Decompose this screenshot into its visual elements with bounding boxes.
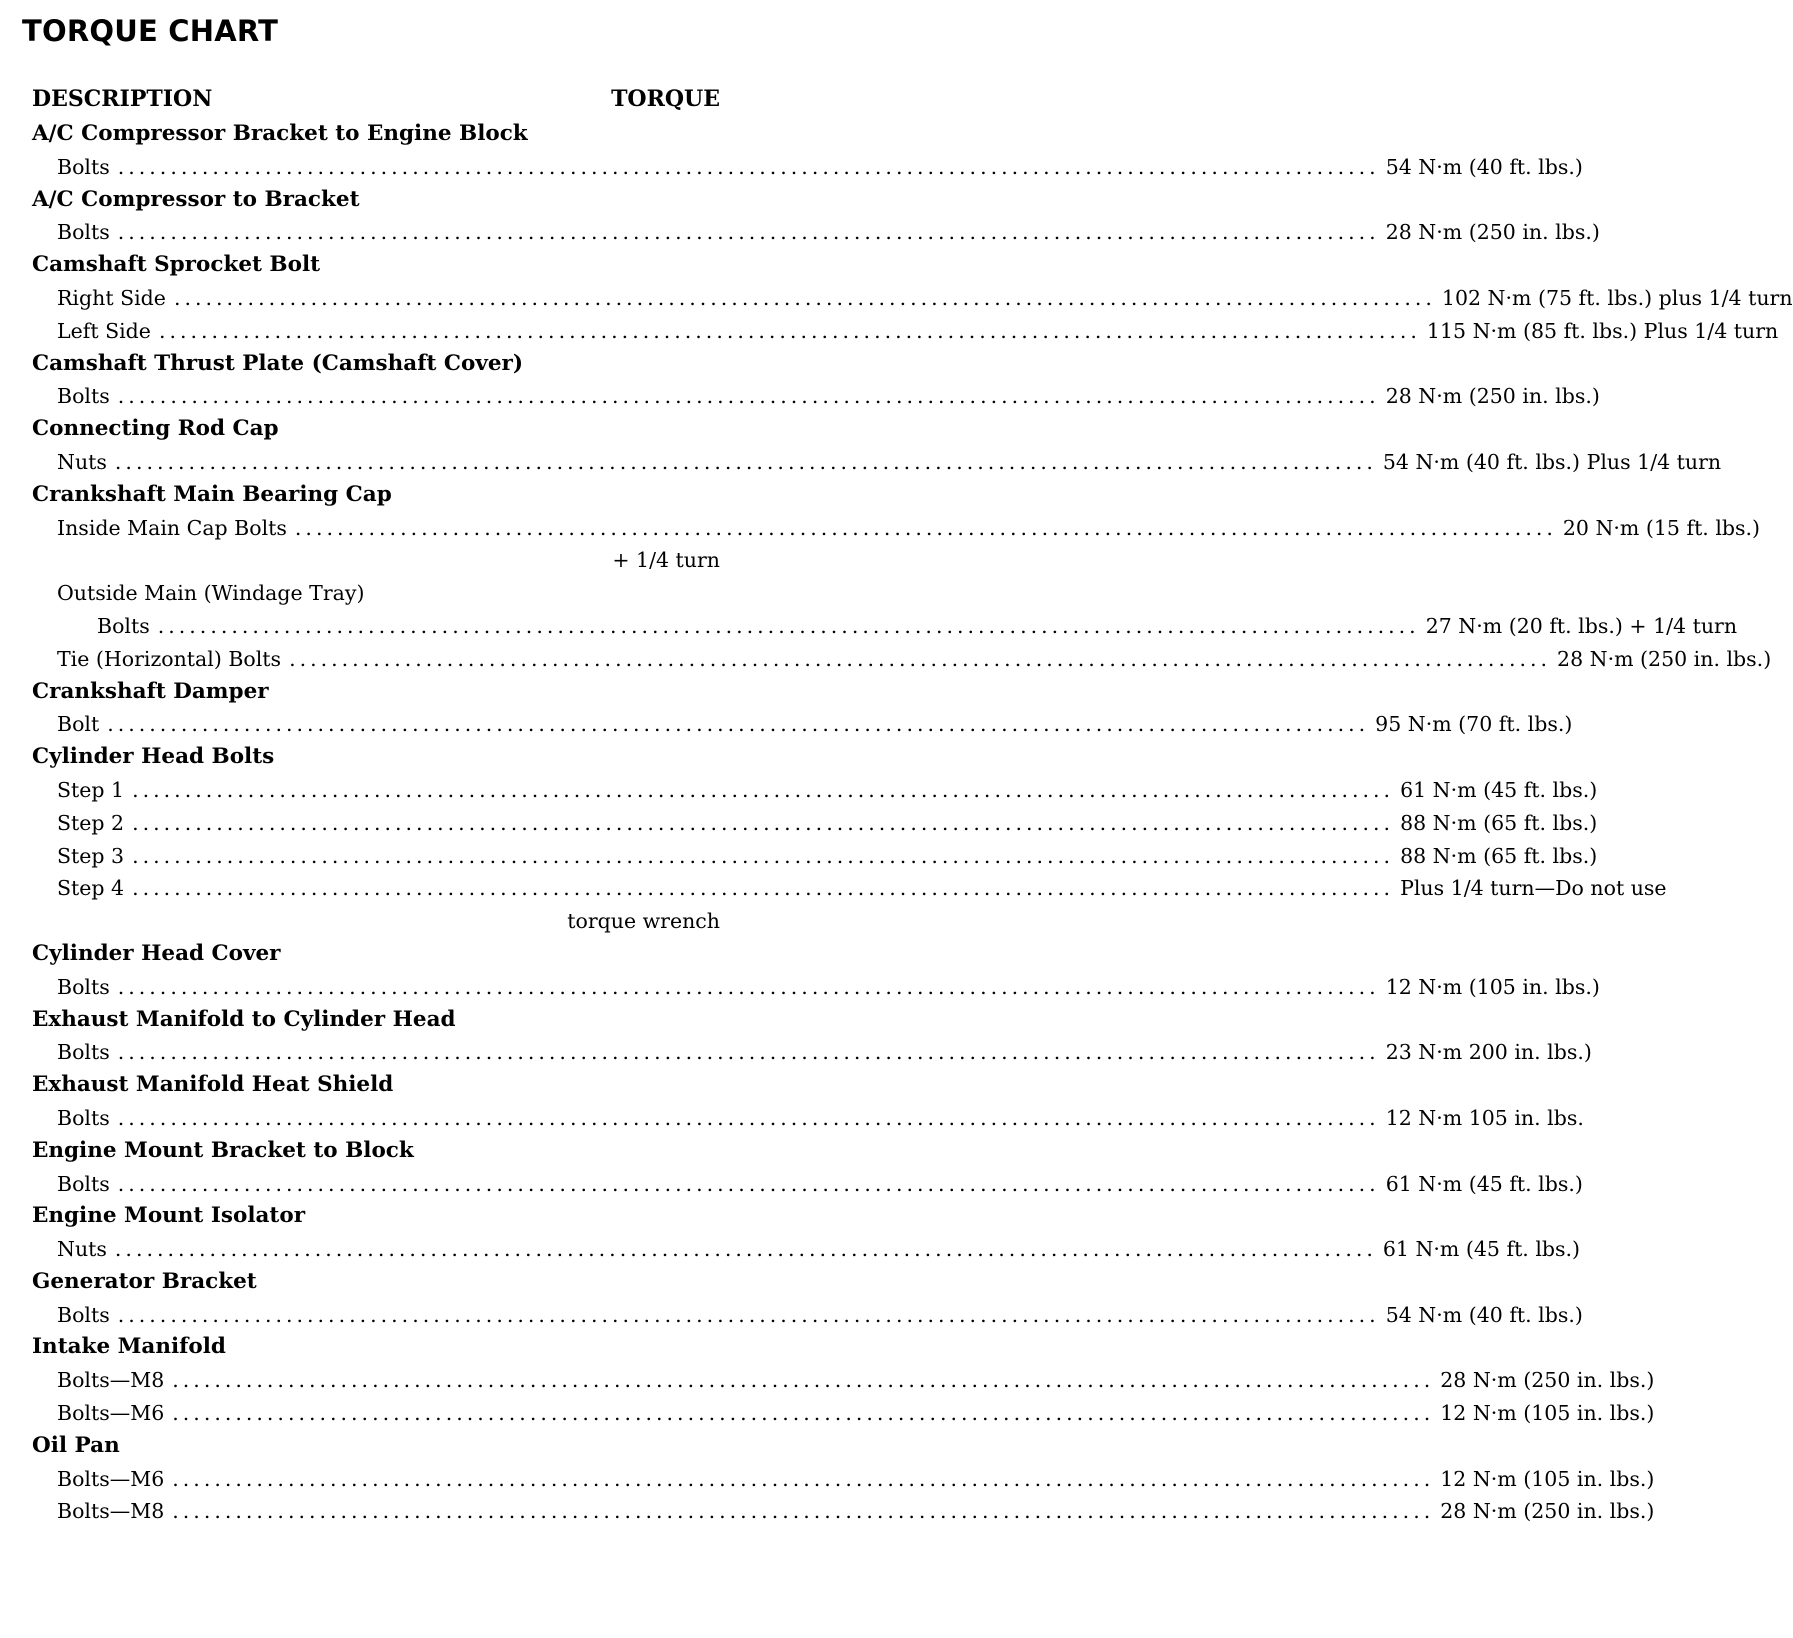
spec-label: Bolts—M6 xyxy=(57,1466,165,1491)
spec-label: Bolts xyxy=(57,974,110,999)
spec-row xyxy=(32,446,1722,479)
dot-leader: ........................................................................................................................ xyxy=(132,777,1395,802)
torque-spec-list xyxy=(32,118,1793,1528)
torque-column-header: TORQUE xyxy=(611,86,720,112)
dot-leader: ........................................................................................................................ xyxy=(132,810,1395,835)
spec-torque-value: 12 N·m (105 in. lbs.) xyxy=(1440,1466,1655,1491)
spec-label: Bolts xyxy=(57,1171,110,1196)
spec-row xyxy=(32,708,1573,741)
spec-label: Right Side xyxy=(57,285,166,310)
spec-label: Bolts xyxy=(57,384,110,409)
spec-row xyxy=(32,1233,1581,1266)
spec-row xyxy=(32,380,1600,413)
spec-label: Step 2 xyxy=(57,810,125,835)
spec-torque-value: 28 N·m (250 in. lbs.) xyxy=(1385,220,1600,245)
spec-row xyxy=(32,774,1598,807)
spec-torque-value: 88 N·m (65 ft. lbs.) xyxy=(1400,843,1598,868)
spec-row xyxy=(32,1364,1655,1397)
spec-torque-value: 61 N·m (45 ft. lbs.) xyxy=(1382,1237,1581,1262)
spec-group-heading: Camshaft Sprocket Bolt xyxy=(32,252,321,278)
spec-torque-value: 27 N·m (20 ft. lbs.) + 1/4 turn xyxy=(1425,613,1738,638)
dot-leader: ........................................................................................................................ xyxy=(117,384,1380,409)
dot-leader: ........................................................................................................................ xyxy=(117,1302,1380,1327)
spec-group-heading: A/C Compressor to Bracket xyxy=(32,186,360,212)
dot-leader: ........................................................................................................................ xyxy=(117,974,1380,999)
spec-torque-value: 61 N·m (45 ft. lbs.) xyxy=(1385,1171,1583,1196)
spec-label: Left Side xyxy=(57,318,151,343)
spec-row xyxy=(32,840,1598,873)
spec-label: Bolts xyxy=(57,154,110,179)
spec-label: Nuts xyxy=(57,449,107,474)
spec-group-heading: Exhaust Manifold Heat Shield xyxy=(32,1072,394,1098)
spec-label: Bolts xyxy=(57,1302,110,1327)
spec-group-heading: Connecting Rod Cap xyxy=(32,416,279,442)
spec-torque-value: 23 N·m 200 in. lbs.) xyxy=(1385,1040,1592,1065)
spec-row xyxy=(32,1102,1584,1135)
spec-torque-value: 28 N·m (250 in. lbs.) xyxy=(1440,1368,1655,1393)
spec-label: Bolts xyxy=(97,613,150,638)
spec-row xyxy=(32,216,1600,249)
spec-group-heading: Crankshaft Main Bearing Cap xyxy=(32,481,392,507)
spec-torque-value: 28 N·m (250 in. lbs.) xyxy=(1385,384,1600,409)
spec-group-heading: A/C Compressor Bracket to Engine Block xyxy=(32,121,528,146)
spec-label: Bolts—M6 xyxy=(57,1401,165,1426)
page-title: TORQUE CHART xyxy=(22,14,279,48)
dot-leader: ........................................................................................................................ xyxy=(117,220,1380,245)
dot-leader: ........................................................................................................................ xyxy=(172,1466,1435,1491)
spec-row xyxy=(32,807,1598,840)
spec-torque-value: 28 N·m (250 in. lbs.) xyxy=(1557,646,1772,671)
spec-row xyxy=(32,643,1772,676)
dot-leader: ........................................................................................................................ xyxy=(289,646,1552,671)
spec-row xyxy=(32,1168,1583,1201)
dot-leader: ........................................................................................................................ xyxy=(294,515,1557,540)
dot-leader: ........................................................................................................................ xyxy=(117,1040,1380,1065)
description-column-header: DESCRIPTION xyxy=(32,86,213,112)
spec-row xyxy=(32,315,1779,348)
spec-group-heading: Cylinder Head Cover xyxy=(32,940,281,966)
spec-group-heading: Intake Manifold xyxy=(32,1334,226,1360)
spec-label: Nuts xyxy=(57,1237,107,1262)
spec-label: Bolts xyxy=(57,1040,110,1065)
spec-group-heading: Engine Mount Isolator xyxy=(32,1203,306,1229)
spec-row xyxy=(32,282,1793,315)
spec-label: Bolt xyxy=(57,712,100,737)
dot-leader: ........................................................................................................................ xyxy=(117,154,1380,179)
dot-leader: ........................................................................................................................ xyxy=(172,1499,1435,1524)
spec-row xyxy=(32,1036,1592,1069)
dot-leader: ........................................................................................................................ xyxy=(173,285,1436,310)
spec-row xyxy=(32,512,1761,545)
spec-torque-value: 102 N·m (75 ft. lbs.) plus 1/4 turn xyxy=(1441,285,1793,310)
spec-torque-value: 54 N·m (40 ft. lbs.) xyxy=(1385,1302,1583,1327)
spec-label: Step 3 xyxy=(57,843,125,868)
spec-torque-value: Plus 1/4 turn—Do not use xyxy=(1400,876,1667,901)
spec-torque-value: 12 N·m (105 in. lbs.) xyxy=(1385,974,1600,999)
dot-leader: ........................................................................................................................ xyxy=(158,318,1421,343)
spec-label: Step 1 xyxy=(57,777,125,802)
spec-group-heading: Camshaft Thrust Plate (Camshaft Cover) xyxy=(32,350,524,376)
dot-leader: ........................................................................................................................ xyxy=(157,613,1420,638)
spec-group-heading: Engine Mount Bracket to Block xyxy=(32,1137,414,1163)
dot-leader: ........................................................................................................................ xyxy=(114,1237,1377,1262)
spec-label: Bolts—M8 xyxy=(57,1368,165,1393)
spec-torque-value: 95 N·m (70 ft. lbs.) xyxy=(1375,712,1573,737)
dot-leader: ........................................................................................................................ xyxy=(107,712,1370,737)
spec-row xyxy=(32,872,1667,905)
spec-row xyxy=(32,1463,1655,1496)
dot-leader: ........................................................................................................................ xyxy=(172,1401,1435,1426)
spec-label: Bolts—M8 xyxy=(57,1499,165,1524)
dot-leader: ........................................................................................................................ xyxy=(132,876,1395,901)
column-header-row xyxy=(32,86,720,116)
spec-label: Step 4 xyxy=(57,876,125,901)
spec-torque-value: 88 N·m (65 ft. lbs.) xyxy=(1400,810,1598,835)
spec-torque-value: 12 N·m (105 in. lbs.) xyxy=(1440,1401,1655,1426)
spec-sublabel: Outside Main (Windage Tray) xyxy=(57,581,365,606)
spec-row xyxy=(32,1397,1655,1430)
spec-value-continuation: torque wrench xyxy=(567,909,720,934)
spec-group-heading: Cylinder Head Bolts xyxy=(32,744,275,770)
spec-torque-value: 54 N·m (40 ft. lbs.) Plus 1/4 turn xyxy=(1382,449,1722,474)
spec-row xyxy=(32,1299,1583,1332)
spec-torque-value: 12 N·m 105 in. lbs. xyxy=(1385,1105,1584,1130)
spec-torque-value: 61 N·m (45 ft. lbs.) xyxy=(1400,777,1598,802)
spec-row xyxy=(32,971,1600,1004)
spec-label: Tie (Horizontal) Bolts xyxy=(57,646,282,671)
spec-value-continuation: + 1/4 turn xyxy=(612,548,720,573)
spec-torque-value: 115 N·m (85 ft. lbs.) Plus 1/4 turn xyxy=(1426,318,1779,343)
spec-label: Bolts xyxy=(57,1105,110,1130)
spec-label: Inside Main Cap Bolts xyxy=(57,515,287,540)
spec-group-heading: Crankshaft Damper xyxy=(32,678,269,704)
dot-leader: ........................................................................................................................ xyxy=(132,843,1395,868)
spec-row xyxy=(32,1495,1655,1528)
spec-label: Bolts xyxy=(57,220,110,245)
spec-torque-value: 28 N·m (250 in. lbs.) xyxy=(1440,1499,1655,1524)
spec-group-heading: Oil Pan xyxy=(32,1432,120,1458)
dot-leader: ........................................................................................................................ xyxy=(114,449,1377,474)
dot-leader: ........................................................................................................................ xyxy=(117,1171,1380,1196)
spec-group-heading: Exhaust Manifold to Cylinder Head xyxy=(32,1006,456,1032)
spec-row xyxy=(32,151,1583,184)
spec-torque-value: 20 N·m (15 ft. lbs.) xyxy=(1562,515,1761,540)
spec-torque-value: 54 N·m (40 ft. lbs.) xyxy=(1385,154,1583,179)
spec-row xyxy=(32,610,1738,643)
spec-group-heading: Generator Bracket xyxy=(32,1268,257,1294)
dot-leader: ........................................................................................................................ xyxy=(172,1368,1435,1393)
dot-leader: ........................................................................................................................ xyxy=(117,1105,1380,1130)
